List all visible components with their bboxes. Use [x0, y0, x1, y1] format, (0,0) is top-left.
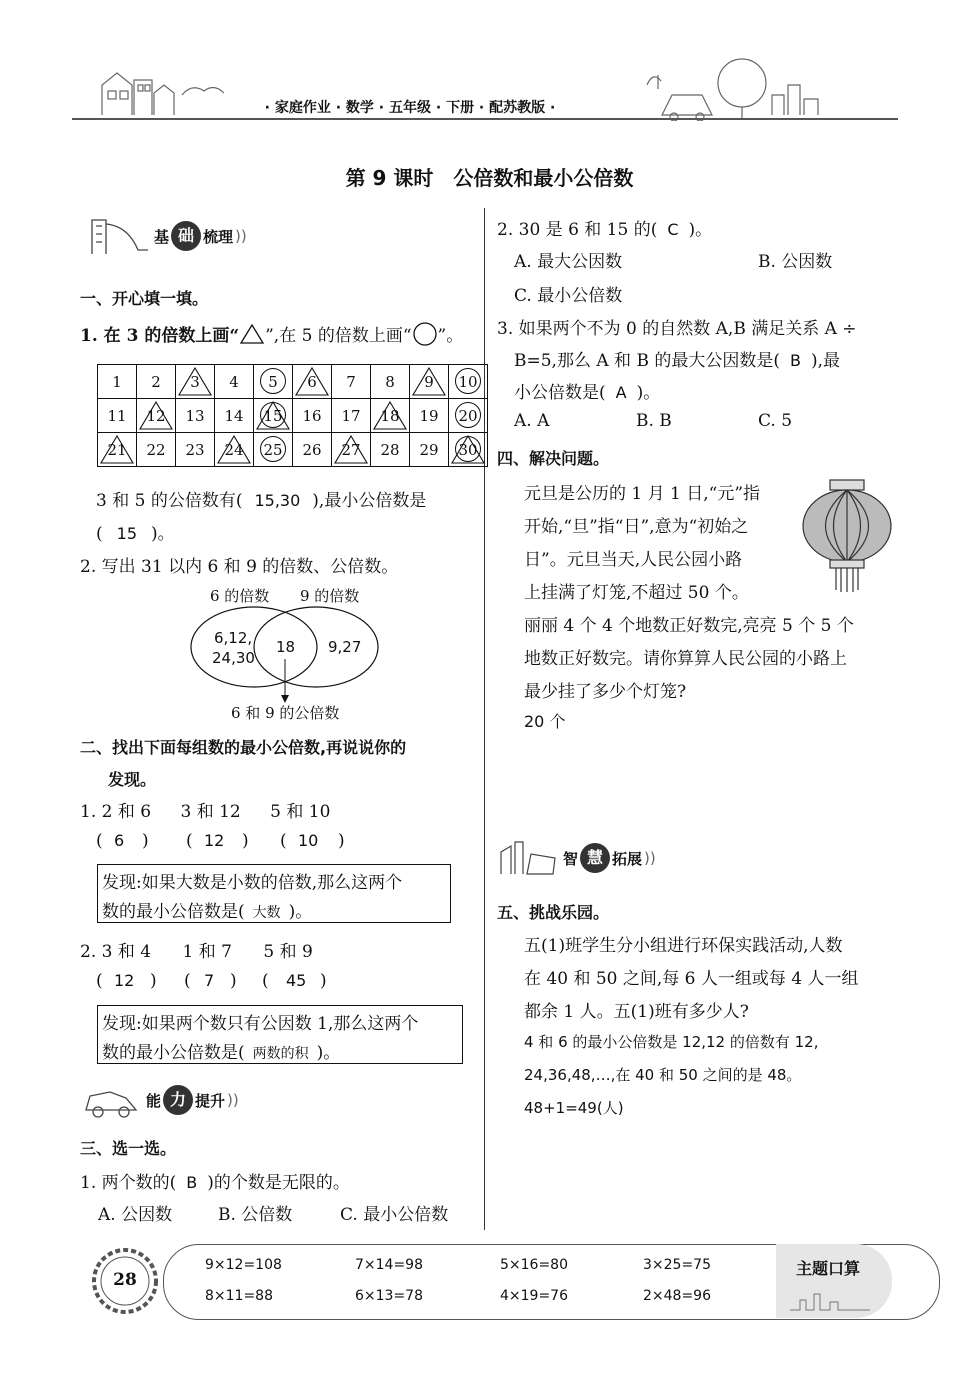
mental-math-label: 主题口算 — [796, 1259, 861, 1278]
number-grid-cell — [137, 399, 176, 433]
badge-ability-text-2: 力 — [163, 1085, 193, 1115]
s4-line-5: 丽丽 4 个 4 个地数正好数完,亮亮 5 个 5 个 — [524, 616, 854, 636]
section-2-heading-2: 发现。 — [108, 770, 157, 789]
number-grid-value: 23 — [185, 440, 205, 459]
s2-q2-pair-1: 2. 3 和 4 — [80, 942, 152, 962]
number-grid-value: 9 — [424, 372, 434, 391]
calc-r2-1: 8×11=88 — [205, 1288, 273, 1304]
section-3-heading: 三、选一选。 — [80, 1139, 177, 1158]
s3-q3-line-2a: B=5,那么 A 和 B 的最大公因数是( — [514, 351, 780, 371]
slide-illustration-icon — [88, 216, 152, 256]
s3-q2-b: )。 — [688, 220, 713, 240]
calc-r1-3: 5×16=80 — [500, 1257, 568, 1273]
s4-line-1: 元旦是公历的 1 月 1 日,“元”指 — [524, 484, 761, 504]
badge-ability-wave-icon: )) — [227, 1091, 239, 1109]
column-divider — [484, 208, 485, 1230]
badge-wisdom-text-1: 智 — [563, 849, 579, 868]
calc-r1-1: 9×12=108 — [205, 1257, 282, 1273]
number-grid-value: 2 — [151, 372, 161, 391]
number-grid-cell — [137, 433, 176, 467]
s3-q1-a: 1. 两个数的( — [80, 1173, 177, 1193]
s2-q1-answer-3: 10 — [298, 831, 319, 850]
number-grid-cell — [332, 399, 371, 433]
s3-q3-line-1: 3. 如果两个不为 0 的自然数 A,B 满足关系 A ÷ — [497, 319, 857, 339]
number-grid-cell — [410, 365, 449, 399]
number-grid-cell — [254, 433, 293, 467]
calc-r1-2: 7×14=98 — [355, 1257, 423, 1273]
venn-right-label: 9 的倍数 — [300, 587, 360, 605]
page-title: 第 9 课时 公倍数和最小公倍数 — [345, 166, 634, 190]
s5-line-1: 五(1)班学生分小组进行环保实践活动,人数 — [524, 936, 843, 956]
number-grid-value: 6 — [307, 372, 317, 391]
s2-q1-finding-2 — [102, 897, 312, 922]
number-grid-value: 30 — [458, 440, 478, 459]
s2-q1-pair-3: 5 和 10 — [270, 802, 331, 822]
number-grid-row — [98, 365, 488, 399]
s2-q2-pairs — [80, 937, 313, 962]
badge-basic-text-2: 础 — [171, 221, 201, 251]
number-grid-cell — [176, 399, 215, 433]
number-grid-cell — [293, 399, 332, 433]
s2-q2-finding-1: 发现:如果两个数只有公因数 1,那么这两个 — [102, 1014, 419, 1034]
s3-q1-b: )的个数是无限的。 — [207, 1173, 350, 1193]
s4-line-3: 日”。元旦当天,人民公园小路 — [524, 550, 743, 570]
s1-q1-line1-a: 3 和 5 的公倍数有( — [96, 491, 243, 511]
s3-q1 — [80, 1168, 350, 1193]
number-grid-cell — [215, 433, 254, 467]
badge-basic-text-3: 梳理 — [203, 227, 234, 246]
s5-answers — [524, 1026, 819, 1125]
s5-line-2: 在 40 和 50 之间,每 6 人一组或每 4 人一组 — [524, 969, 859, 989]
s2-q1-finding-2a: 数的最小公倍数是( — [102, 902, 245, 922]
badge-ability — [80, 1080, 239, 1120]
header-banner: · 家庭作业 · 数学 · 五年级 · 下册 · 配苏教版 · — [264, 100, 556, 116]
s1-q1-answer-line-1 — [96, 486, 426, 511]
venn-left-values-1: 6,12, — [214, 629, 253, 647]
s3-q1-option-c: C. 最小公倍数 — [340, 1205, 449, 1225]
number-grid-cell — [176, 365, 215, 399]
s3-q3-option-c: C. 5 — [758, 411, 793, 431]
s2-q2-finding-box — [97, 1005, 463, 1064]
s1-q1-text-b: ”,在 5 的倍数上画“ — [265, 326, 412, 346]
number-grid-cell — [254, 365, 293, 399]
s4-line-7: 最少挂了多少个灯笼? — [524, 682, 687, 702]
number-grid-row — [98, 399, 488, 433]
number-grid-value: 19 — [419, 406, 439, 425]
badge-wisdom-text-3: 拓展 — [612, 849, 643, 868]
s1-q1-line2-b: )。 — [151, 524, 175, 544]
circle-icon — [412, 321, 438, 347]
number-grid-value: 10 — [458, 372, 478, 391]
s3-q1-option-b: B. 公倍数 — [218, 1205, 293, 1225]
s2-q1-pair-1: 1. 2 和 6 — [80, 802, 152, 822]
s3-q3-option-b: B. B — [636, 411, 672, 431]
s4-answer: 20 个 — [524, 712, 566, 731]
number-grid-value: 29 — [419, 440, 439, 459]
venn-left-label: 6 的倍数 — [210, 587, 270, 605]
number-grid-cell — [449, 399, 488, 433]
number-grid-value: 5 — [268, 372, 278, 391]
s1-q1-text-c: ”。 — [437, 326, 464, 346]
badge-wisdom — [497, 838, 656, 878]
badge-ability-text-1: 能 — [146, 1091, 162, 1110]
number-grid-value: 26 — [302, 440, 322, 459]
s2-q2-finding-2 — [102, 1038, 340, 1063]
section-4-heading: 四、解决问题。 — [497, 449, 610, 468]
number-grid-cell — [449, 365, 488, 399]
number-grid-value: 24 — [224, 440, 244, 459]
s2-q1-finding-answer: 大数 — [252, 905, 281, 921]
lantern-icon — [800, 476, 894, 594]
s3-q2 — [497, 215, 712, 240]
s3-q1-answer: B — [186, 1173, 198, 1192]
calc-r1-4: 3×25=75 — [643, 1257, 711, 1273]
number-grid-value: 1 — [112, 372, 122, 391]
s5-answer-1: 4 和 6 的最小公倍数是 12,12 的倍数有 12, — [524, 1033, 819, 1051]
number-grid-cell — [293, 433, 332, 467]
s3-q2-answer: C — [667, 220, 679, 239]
section-1-heading: 一、开心填一填。 — [80, 289, 209, 308]
number-grid-value: 15 — [263, 406, 283, 425]
section-2-heading-1: 二、找出下面每组数的最小公倍数,再说说你的 — [80, 738, 407, 757]
number-grid-cell — [137, 365, 176, 399]
s3-q3-line-3a: 小公倍数是( — [514, 383, 606, 403]
venn-right-values: 9,27 — [328, 638, 362, 656]
badge-wisdom-text-2: 慧 — [580, 843, 610, 873]
s2-q2-pair-2: 1 和 7 — [182, 942, 232, 962]
s2-q1-finding-2b: )。 — [288, 902, 313, 922]
number-grid-value: 12 — [146, 406, 166, 425]
number-grid-value: 14 — [224, 406, 244, 425]
s2-q1-finding-1: 发现:如果大数是小数的倍数,那么这两个 — [102, 873, 403, 893]
number-grid-value: 7 — [346, 372, 356, 391]
s2-q2-answer-3: 45 — [286, 971, 307, 990]
s2-q1-answer-1: 6 — [114, 831, 125, 850]
s4-line-4: 上挂满了灯笼,不超过 50 个。 — [524, 583, 749, 603]
number-grid-cell — [332, 433, 371, 467]
s3-q1-option-a: A. 公因数 — [98, 1205, 173, 1225]
number-grid-row — [98, 433, 488, 467]
s3-q3-option-a: A. A — [514, 411, 550, 431]
number-grid-cell — [371, 399, 410, 433]
number-grid-cell — [98, 365, 137, 399]
venn-bottom-label: 6 和 9 的公倍数 — [231, 704, 340, 722]
venn-left-values-2: 24,30 — [212, 649, 255, 667]
s3-q3-line-3b: )。 — [636, 383, 661, 403]
number-grid-cell — [215, 365, 254, 399]
badge-wisdom-wave-icon: )) — [644, 849, 656, 867]
s3-q3-line-2b: ),最 — [810, 351, 841, 371]
number-grid-value: 13 — [185, 406, 205, 425]
number-grid-value: 27 — [341, 440, 361, 459]
s1-q1-line1-b: ),最小公倍数是 — [312, 491, 427, 511]
header-rule — [72, 118, 898, 120]
badge-ability-text-3: 提升 — [195, 1091, 226, 1110]
s4-line-6: 地数正好数完。请你算算人民公园的小路上 — [524, 649, 847, 669]
books-illustration-icon — [497, 838, 561, 878]
s2-q1-pairs — [80, 797, 330, 822]
s1-q1-line2-a: ( — [96, 524, 103, 544]
calc-r2-2: 6×13=78 — [355, 1288, 423, 1304]
number-grid-cell — [449, 433, 488, 467]
number-grid-value: 4 — [229, 372, 239, 391]
s5-answer-3: 48+1=49(人) — [524, 1099, 624, 1117]
s3-q2-option-a: A. 最大公因数 — [514, 252, 623, 272]
s2-q1-pair-2: 3 和 12 — [180, 802, 241, 822]
number-grid-cell — [410, 433, 449, 467]
s1-q1 — [80, 321, 463, 347]
city-skyline-icon — [790, 1290, 870, 1312]
badge-basic-text-1: 基 — [154, 227, 170, 246]
calc-r2-4: 2×48=96 — [643, 1288, 711, 1304]
s1-q1-text-a: 1. 在 3 的倍数上画“ — [80, 326, 240, 346]
number-grid-value: 20 — [458, 406, 478, 425]
number-grid-value: 3 — [190, 372, 200, 391]
s3-q3-answer-2: A — [615, 383, 627, 402]
number-grid-cell — [98, 433, 137, 467]
number-grid-value: 16 — [302, 406, 322, 425]
badge-basic — [88, 216, 247, 256]
car-illustration-icon — [80, 1080, 144, 1120]
triangle-icon — [239, 323, 265, 345]
s2-q2-pair-3: 5 和 9 — [263, 942, 313, 962]
s2-q1-answer-2: 12 — [204, 831, 225, 850]
number-grid-value: 25 — [263, 440, 283, 459]
number-grid-value: 18 — [380, 406, 400, 425]
s3-q3-line-3 — [514, 378, 660, 403]
s1-q1-answer-line-2 — [96, 519, 175, 544]
number-grid-cell — [215, 399, 254, 433]
mental-math-problems — [205, 1257, 765, 1307]
number-grid-value: 8 — [385, 372, 395, 391]
number-grid-value: 17 — [341, 406, 361, 425]
s5-problem — [524, 930, 859, 1029]
s4-line-2: 开始,“旦”指“日”,意为“初始之 — [524, 517, 749, 537]
number-grid-cell — [98, 399, 137, 433]
page-number: 28 — [113, 1270, 137, 1290]
s3-q2-a: 2. 30 是 6 和 15 的( — [497, 220, 658, 240]
s5-line-3: 都余 1 人。五(1)班有多少人? — [524, 1002, 749, 1022]
number-grid-value: 28 — [380, 440, 400, 459]
number-grid-value: 21 — [107, 440, 127, 459]
number-grid-cell — [254, 399, 293, 433]
s3-q3-line-2 — [514, 346, 840, 371]
venn-intersection-value: 18 — [276, 638, 296, 656]
s3-q3-answer-1: B — [789, 351, 801, 370]
s2-q2-finding-2a: 数的最小公倍数是( — [102, 1043, 245, 1063]
number-grid-cell — [371, 365, 410, 399]
s1-q2: 2. 写出 31 以内 6 和 9 的倍数、公倍数。 — [80, 557, 399, 577]
number-grid-cell — [371, 433, 410, 467]
s1-q1-answer-2: 15 — [116, 524, 137, 543]
s5-answer-2: 24,36,48,…,在 40 和 50 之间的是 48。 — [524, 1066, 802, 1084]
s2-q2-finding-2b: )。 — [316, 1043, 341, 1063]
s2-q1-finding-box — [97, 864, 451, 923]
calc-r2-3: 4×19=76 — [500, 1288, 568, 1304]
s3-q2-option-c: C. 最小公倍数 — [514, 286, 623, 306]
number-grid-cell — [410, 399, 449, 433]
s1-q1-answer-1: 15,30 — [254, 491, 301, 510]
number-grid-cell — [332, 365, 371, 399]
s2-q2-answer-2: 7 — [204, 971, 215, 990]
number-grid-value: 22 — [146, 440, 166, 459]
s2-q2-finding-answer: 两数的积 — [252, 1046, 309, 1062]
number-grid-value: 11 — [107, 406, 127, 425]
badge-basic-wave-icon: )) — [235, 227, 247, 245]
s2-q2-answer-1: 12 — [114, 971, 135, 990]
number-grid-cell — [176, 433, 215, 467]
number-grid — [97, 364, 488, 467]
number-grid-cell — [293, 365, 332, 399]
s3-q2-option-b: B. 公因数 — [758, 252, 833, 272]
section-5-heading: 五、挑战乐园。 — [497, 903, 610, 922]
